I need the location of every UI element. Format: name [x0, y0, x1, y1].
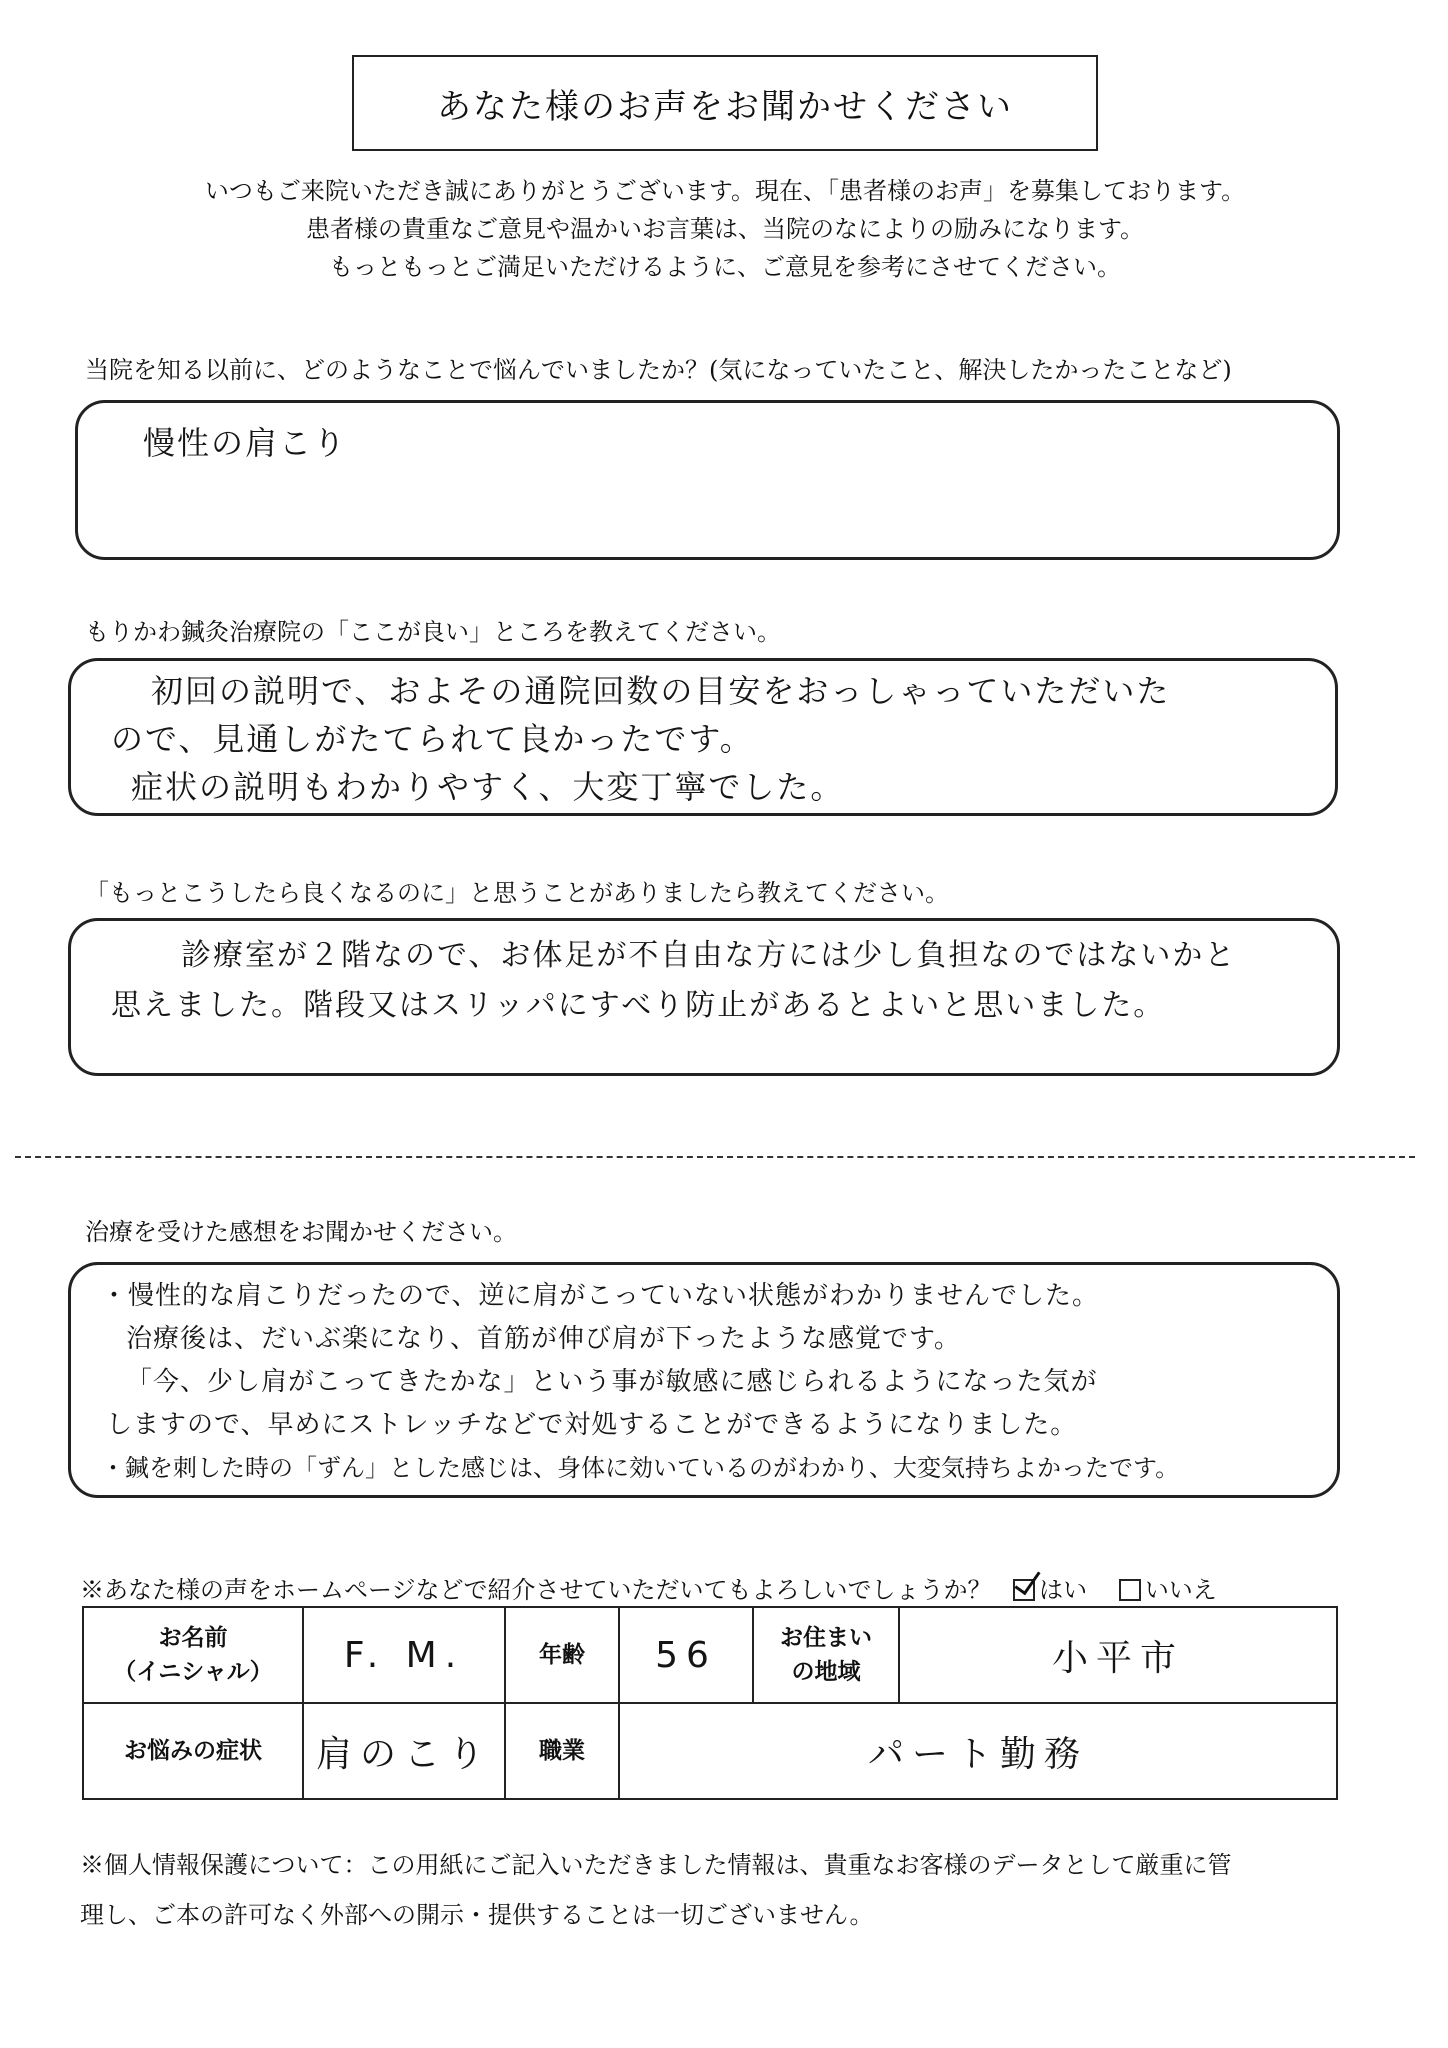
answer-4-line: ・鍼を刺した時の「ずん」とした感じは、身体に効いているのがわかり、大変気持ちよかったです。: [101, 1454, 1180, 1482]
consent-no-label: いいえ: [1144, 1576, 1217, 1604]
symptom-value[interactable]: 肩のこり: [303, 1703, 505, 1799]
consent-row: [80, 1570, 1217, 1605]
question-2: もりかわ鍼灸治療院の「ここが良い」ところを教えてください。: [85, 618, 781, 646]
answer-3-line: 診療室が２階なので、お体足が不自由な方には少し負担なのではないかと: [181, 938, 1237, 973]
intro-line: 患者様の貴重なご意見や温かいお言葉は、当院のなによりの励みになります。: [305, 215, 1145, 243]
answer-4-line: しますので、早めにストレッチなどで対処することができるようになりました。: [106, 1410, 1078, 1440]
answer-2-line: ので、見通しがたてられて良かったです。: [111, 720, 754, 758]
privacy-line: ※個人情報保護について：この用紙にご記入いただきました情報は、貴重なお客様のデータとして厳重に管: [80, 1851, 1232, 1879]
age-value[interactable]: 56: [619, 1607, 753, 1703]
answer-4-line: ・慢性的な肩こりだったので、逆に肩がこっていない状態がわかりませんでした。: [101, 1281, 1099, 1311]
cut-line: [15, 1156, 1415, 1158]
question-3: 「もっとこうしたら良くなるのに」と思うことがありましたら教えてください。: [85, 879, 949, 907]
answer-box-4[interactable]: [68, 1262, 1340, 1498]
consent-yes-checkbox[interactable]: [1013, 1579, 1035, 1601]
privacy-line: 理し、ご本の許可なく外部への開示・提供することは一切ございません。: [80, 1901, 874, 1929]
age-label: 年齢: [505, 1607, 619, 1703]
symptom-label: お悩みの症状: [83, 1703, 303, 1799]
answer-box-1[interactable]: [75, 400, 1340, 560]
form-title: あなた様のお声をお聞かせください: [352, 55, 1098, 151]
area-value[interactable]: 小平市: [899, 1607, 1337, 1703]
area-label: お住まい の地域: [753, 1607, 899, 1703]
answer-4-line: 「今、少し肩がこってきたかな」という事が敏感に感じられるようになった気が: [126, 1367, 1098, 1397]
consent-yes-label: はい: [1039, 1576, 1088, 1604]
intro-text: [80, 172, 1370, 286]
intro-line: もっともっとご満足いただけるように、ご意見を参考にさせてください。: [329, 253, 1121, 281]
answer-box-3[interactable]: [68, 918, 1340, 1076]
job-label: 職業: [505, 1703, 619, 1799]
answer-1-line: 慢性の肩こり: [143, 424, 348, 462]
answer-3-line: 思えました。階段又はスリッパにすべり防止があるとよいと思いました。: [111, 988, 1166, 1023]
question-4: 治療を受けた感想をお聞かせください。: [85, 1218, 517, 1246]
answer-4-line: 治療後は、だいぶ楽になり、首筋が伸び肩が下ったような感覚です。: [126, 1324, 961, 1354]
intro-line: いつもご来院いただき誠にありがとうございます。現在、「患者様のお声」を募集しております。: [204, 177, 1246, 205]
privacy-notice: [80, 1840, 1370, 1940]
answer-box-2[interactable]: [68, 658, 1338, 816]
name-label: お名前 （イニシャル）: [83, 1607, 303, 1703]
question-1: 当院を知る以前に、どのようなことで悩んでいましたか？(気になっていたこと、解決したかったことなど): [85, 356, 1232, 384]
name-value[interactable]: F. M.: [303, 1607, 505, 1703]
answer-2-line: 初回の説明で、およその通院回数の目安をおっしゃっていただいた: [151, 672, 1171, 710]
job-value[interactable]: パート勤務: [619, 1703, 1337, 1799]
answer-2-line: 症状の説明もわかりやすく、大変丁寧でした。: [131, 768, 845, 806]
info-table: [82, 1606, 1338, 1800]
consent-no-checkbox[interactable]: [1119, 1579, 1141, 1601]
consent-question: ※あなた様の声をホームページなどで紹介させていただいてもよろしいでしょうか？: [80, 1576, 992, 1604]
